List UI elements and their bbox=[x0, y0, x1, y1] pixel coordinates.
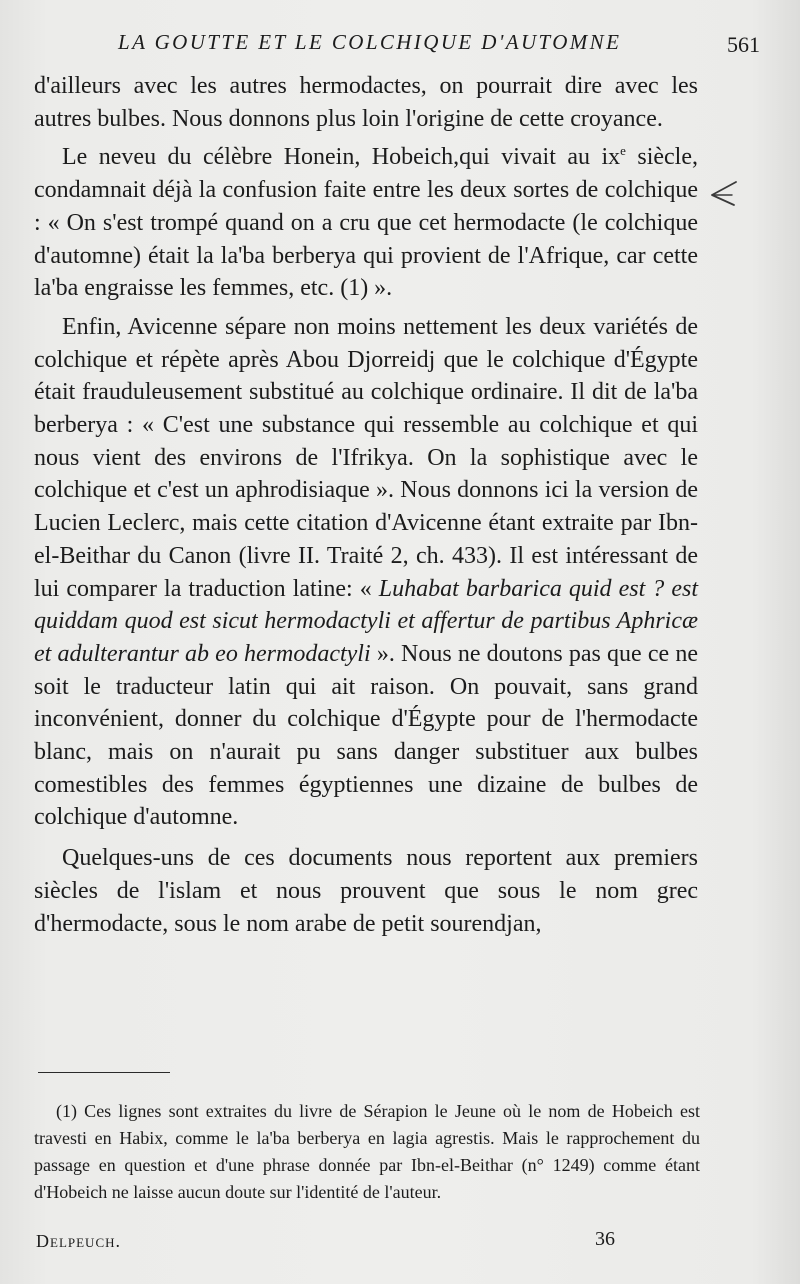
footnote-text: (1) Ces lignes sont extraites du livre de Sérapion le Jeune où le nom de Hobeich est travesti en Habix, comme le la'ba berberya en lagia agrestis. Mais le rapprochement du passage en question et d'une phrase donnée par Ibn-el-Beithar (n° 1249) comme étant d'Hobeich ne laisse aucun doute sur l'identité de l'auteur. bbox=[34, 1101, 700, 1202]
body-text bbox=[34, 70, 698, 940]
running-head bbox=[118, 30, 772, 64]
paragraph-continuation bbox=[34, 70, 698, 135]
footnote-divider bbox=[38, 1072, 170, 1073]
arrow-left-icon bbox=[706, 178, 740, 208]
paragraph-text: Le neveu du célèbre Honein, Hobeich,qui vivait au ix bbox=[62, 144, 621, 171]
page-number: 561 bbox=[727, 32, 760, 57]
paragraph-text: Quelques-uns de ces documents nous reportent aux premiers siècles de l'islam et nous prouvent que sous le nom grec d'hermodacte, sous le nom arabe de petit sourendjan, bbox=[34, 845, 698, 937]
paragraph-avicenne bbox=[34, 311, 698, 834]
paragraph-hobeich bbox=[34, 141, 698, 305]
paragraph-text: Enfin, Avicenne sépare non moins nettement les deux variétés de colchique et répète après Abou Djorreidj que le colchique d'Égypte était frauduleusement substitué au colchique ordinaire. Il dit de la'ba berberya : « C'est une substance qui ressemble au colchique et qui nous vient des environs de l'Ifrikya. On la sophistique avec le colchique et c'est un aphrodisiaque ». Nous donnons ici la version de Lucien Leclerc, mais cette citation d'Avicenne étant extraite par Ibn-el-Beithar du Canon (livre II. Traité 2, ch. 433). Il est intéressant de lui comparer la traduction latine: « bbox=[34, 313, 698, 602]
signature-mark: 36 bbox=[595, 1228, 615, 1250]
footnote bbox=[34, 1098, 700, 1206]
superscript: e bbox=[620, 143, 626, 159]
paragraph-documents bbox=[34, 842, 698, 940]
paragraph-text: siècle, condamnait déjà la confusion faite entre les deux sortes de colchique : « On s'est trompé quand on a cru que cet hermodacte (le colchique d'automne) était la la'ba berberya qui provient de l'Afrique, car cette la'ba engraisse les femmes, etc. (1) ». bbox=[34, 144, 698, 302]
footer-author: Delpeuch. bbox=[36, 1231, 121, 1251]
paragraph-text: ». Nous ne doutons pas que ce ne soit le traducteur latin qui ait raison. On pouvait, sans grand inconvénient, donner du colchique d'Égypte pour de l'hermodacte blanc, mais on n'aurait pu sans danger substituer aux bulbes comestibles des femmes égyptiennes une dizaine de bulbes de colchique d'automne. bbox=[34, 640, 698, 831]
paragraph-text: d'ailleurs avec les autres hermodactes, on pourrait dire avec les autres bulbes. Nous donnons plus loin l'origine de cette croyance. bbox=[34, 73, 698, 132]
latin-quotation: Luhabat barbarica quid est ? est quiddam quod est sicut hermodactyli et affertur de partibus Aphricæ et adulterantur ab eo hermodactyli bbox=[34, 575, 698, 667]
running-title: LA GOUTTE ET LE COLCHIQUE D'AUTOMNE bbox=[118, 30, 622, 54]
